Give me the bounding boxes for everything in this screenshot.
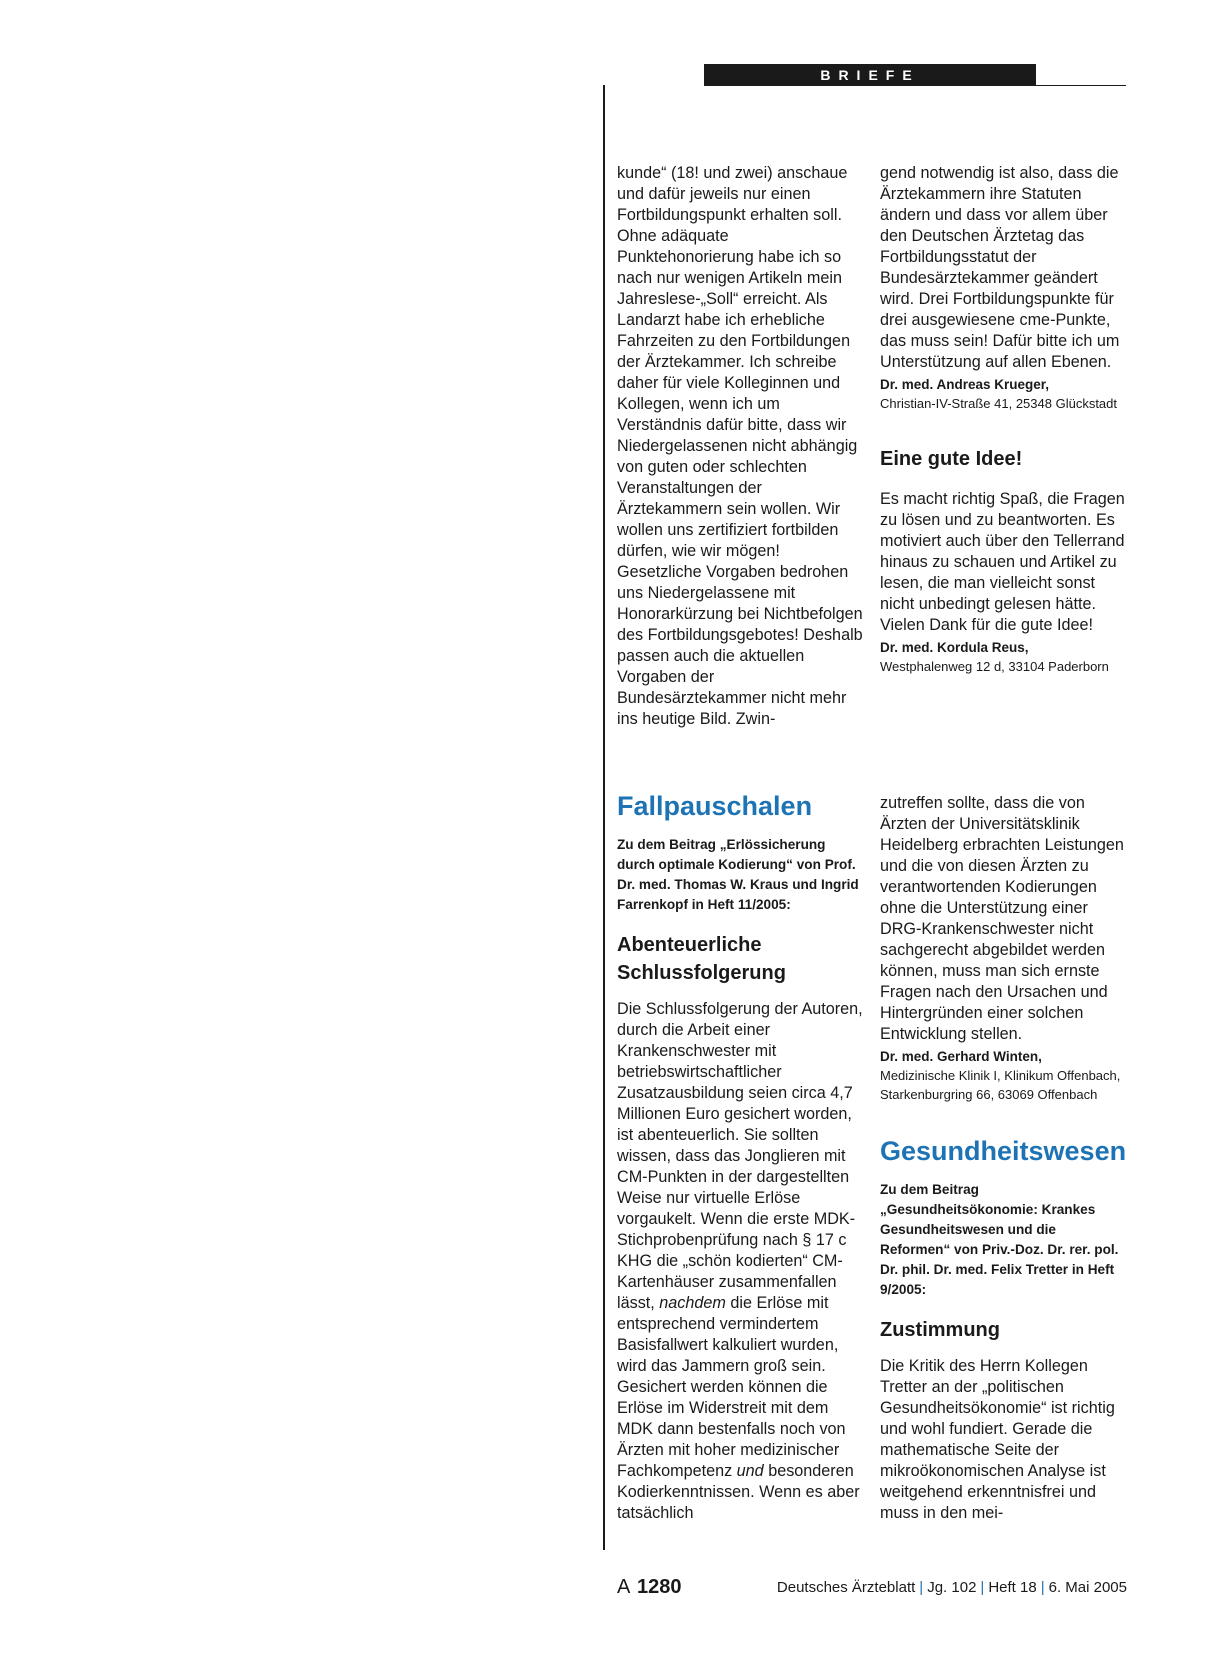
column-2-bottom xyxy=(880,793,1128,1524)
author-name: Dr. med. Andreas Krueger, xyxy=(880,377,1050,392)
separator: | xyxy=(980,1579,985,1596)
journal-volume: Jg. 102 xyxy=(927,1579,977,1596)
italic-word: und xyxy=(736,1462,764,1480)
journal-info xyxy=(777,1579,1127,1596)
article-reference: Zu dem Beitrag „Gesundheitsökonomie: Krankes Gesundheitswesen und die Reformen“ von Priv.-Doz. Dr. rer. pol. Dr. phil. Dr. med. Felix Tretter in Heft 9/2005: xyxy=(880,1182,1119,1297)
page-prefix: A xyxy=(617,1576,631,1598)
journal-date: 6. Mai 2005 xyxy=(1048,1579,1127,1596)
letter-text-part: besonderen Kodierkenntnissen. Wenn es aber tatsächlich xyxy=(617,1462,860,1522)
journal-name: Deutsches Ärzteblatt xyxy=(776,1579,916,1596)
separator: | xyxy=(919,1579,924,1596)
header-rule xyxy=(1036,85,1126,86)
column-1-bottom xyxy=(617,789,865,1524)
author-address: Christian-IV-Straße 41, 25348 Glückstadt xyxy=(880,396,1118,411)
letter-continuation-text: kunde“ (18! und zwei) anschaue und dafür jeweils nur einen Fortbildungspunkt erhalten soll. Ohne adäquate Punktehonorierung habe ich so nach nur wenigen Artikeln mein Jahreslese-„Soll“ erreicht. Als Landarzt habe ich erhebliche Fahrzeiten zu den Fortbildungen der Ärztekammer. Ich schreibe daher für viele Kolleginnen und Kollegen, wenn ich um Verständnis dafür bitte, dass wir Niedergelassenen nicht abhängig von guten oder schlechten Veranstaltungen der Ärztekammern sein wollen. Wir wollen uns zertifiziert fortbilden dürfen, wie wir mögen! Gesetzliche Vorgaben bedrohen uns Niedergelassene mit Honorarkürzung bei Nichtbefolgen des Fortbildungsgebotes! Deshalb passen auch die aktuellen Vorgaben der Bundesärztekammer nicht mehr ins heutige Bild. Zwin- xyxy=(617,164,863,728)
separator: | xyxy=(1040,1579,1045,1596)
letter-title: Eine gute Idee! xyxy=(880,448,1023,470)
author-address: Medizinische Klinik I, Klinikum Offenbach, xyxy=(880,1068,1121,1083)
letter-text xyxy=(617,999,865,1524)
author-address: Westphalenweg 12 d, 33104 Paderborn xyxy=(880,659,1109,674)
author-name: Dr. med. Kordula Reus, xyxy=(880,640,1029,655)
column-divider xyxy=(603,85,605,1550)
column-1-top xyxy=(617,163,865,730)
section-title: Gesundheitswesen xyxy=(880,1136,1127,1166)
letter-continuation-text: zutreffen sollte, dass die von Ärzten der Universitätsklinik Heidelberg erbrachten Leistungen und die von diesen Ärzten zu verantwortenden Kodierungen ohne die Unterstützung einer DRG-Krankenschwester nicht sachgerecht abgebildet werden können, muss man sich ernste Fragen nach den Ursachen und Hintergründen einer solchen Entwicklung stellen. xyxy=(880,794,1124,1043)
italic-word: nachdem xyxy=(659,1294,726,1312)
column-2-top xyxy=(880,163,1128,676)
letter-title: Zustimmung xyxy=(880,1319,1000,1341)
page-number: 1280 xyxy=(637,1576,682,1598)
page-footer xyxy=(617,1576,1127,1602)
letter-text-part: die Erlöse mit entsprechend vermindertem Basisfallwert kalkuliert wurden, wird das Jammern groß sein. Gesichert werden können die Erlöse im Widerstreit mit dem MDK dann bestenfalls noch von Ärzten mit hoher medizinischer Fachkompetenz xyxy=(617,1294,846,1480)
section-title: Fallpauschalen xyxy=(617,791,813,821)
letter-text: gend notwendig ist also, dass die Ärztekammern ihre Statuten ändern und dass vor allem über den Deutschen Ärztetag das Fortbildungsstatut der Bundesärztekammer geändert wird. Drei Fortbildungspunkte für drei ausgewiesene cme-Punkte, das muss sein! Dafür bitte ich um Unterstützung auf allen Ebenen. xyxy=(880,164,1120,371)
letter-text: Es macht richtig Spaß, die Fragen zu lösen und zu beantworten. Es motiviert auch über den Tellerrand hinaus zu schauen und Artikel zu lesen, die man vielleicht sonst nicht unbedingt gelesen hätte. Vielen Dank für die gute Idee! xyxy=(880,490,1125,634)
letter-text-part: Die Schlussfolgerung der Autoren, durch die Arbeit einer Krankenschwester mit betriebswirtschaftlicher Zusatzausbildung seien circa 4,7 Millionen Euro gesichert worden, ist abenteuerlich. Sie sollten wissen, dass das Jonglieren mit CM-Punkten in der dargestellten Weise nur virtuelle Erlöse vorgaukelt. Wenn die erste MDK-Stichprobenprüfung nach § 17 c KHG die „schön kodierten“ CM-Kartenhäuser zusammenfallen lässt, xyxy=(617,1000,863,1312)
letter-text: Die Kritik des Herrn Kollegen Tretter an der „politischen Gesundheitsökonomie“ ist richtig und wohl fundiert. Gerade die mathematische Seite der mikroökonomischen Analyse ist weitgehend erkenntnisfrei und muss in den mei- xyxy=(880,1357,1115,1522)
article-reference: Zu dem Beitrag „Erlössicherung durch optimale Kodierung“ von Prof. Dr. med. Thomas W. Kraus und Ingrid Farrenkopf in Heft 11/2005: xyxy=(617,837,859,912)
journal-issue: Heft 18 xyxy=(988,1579,1037,1596)
author-address: Starkenburgring 66, 63069 Offenbach xyxy=(880,1087,1098,1102)
section-header: BRIEFE xyxy=(704,64,1036,86)
author-name: Dr. med. Gerhard Winten, xyxy=(880,1049,1042,1064)
letter-title: Abenteuerliche Schlussfolgerung xyxy=(617,934,786,984)
